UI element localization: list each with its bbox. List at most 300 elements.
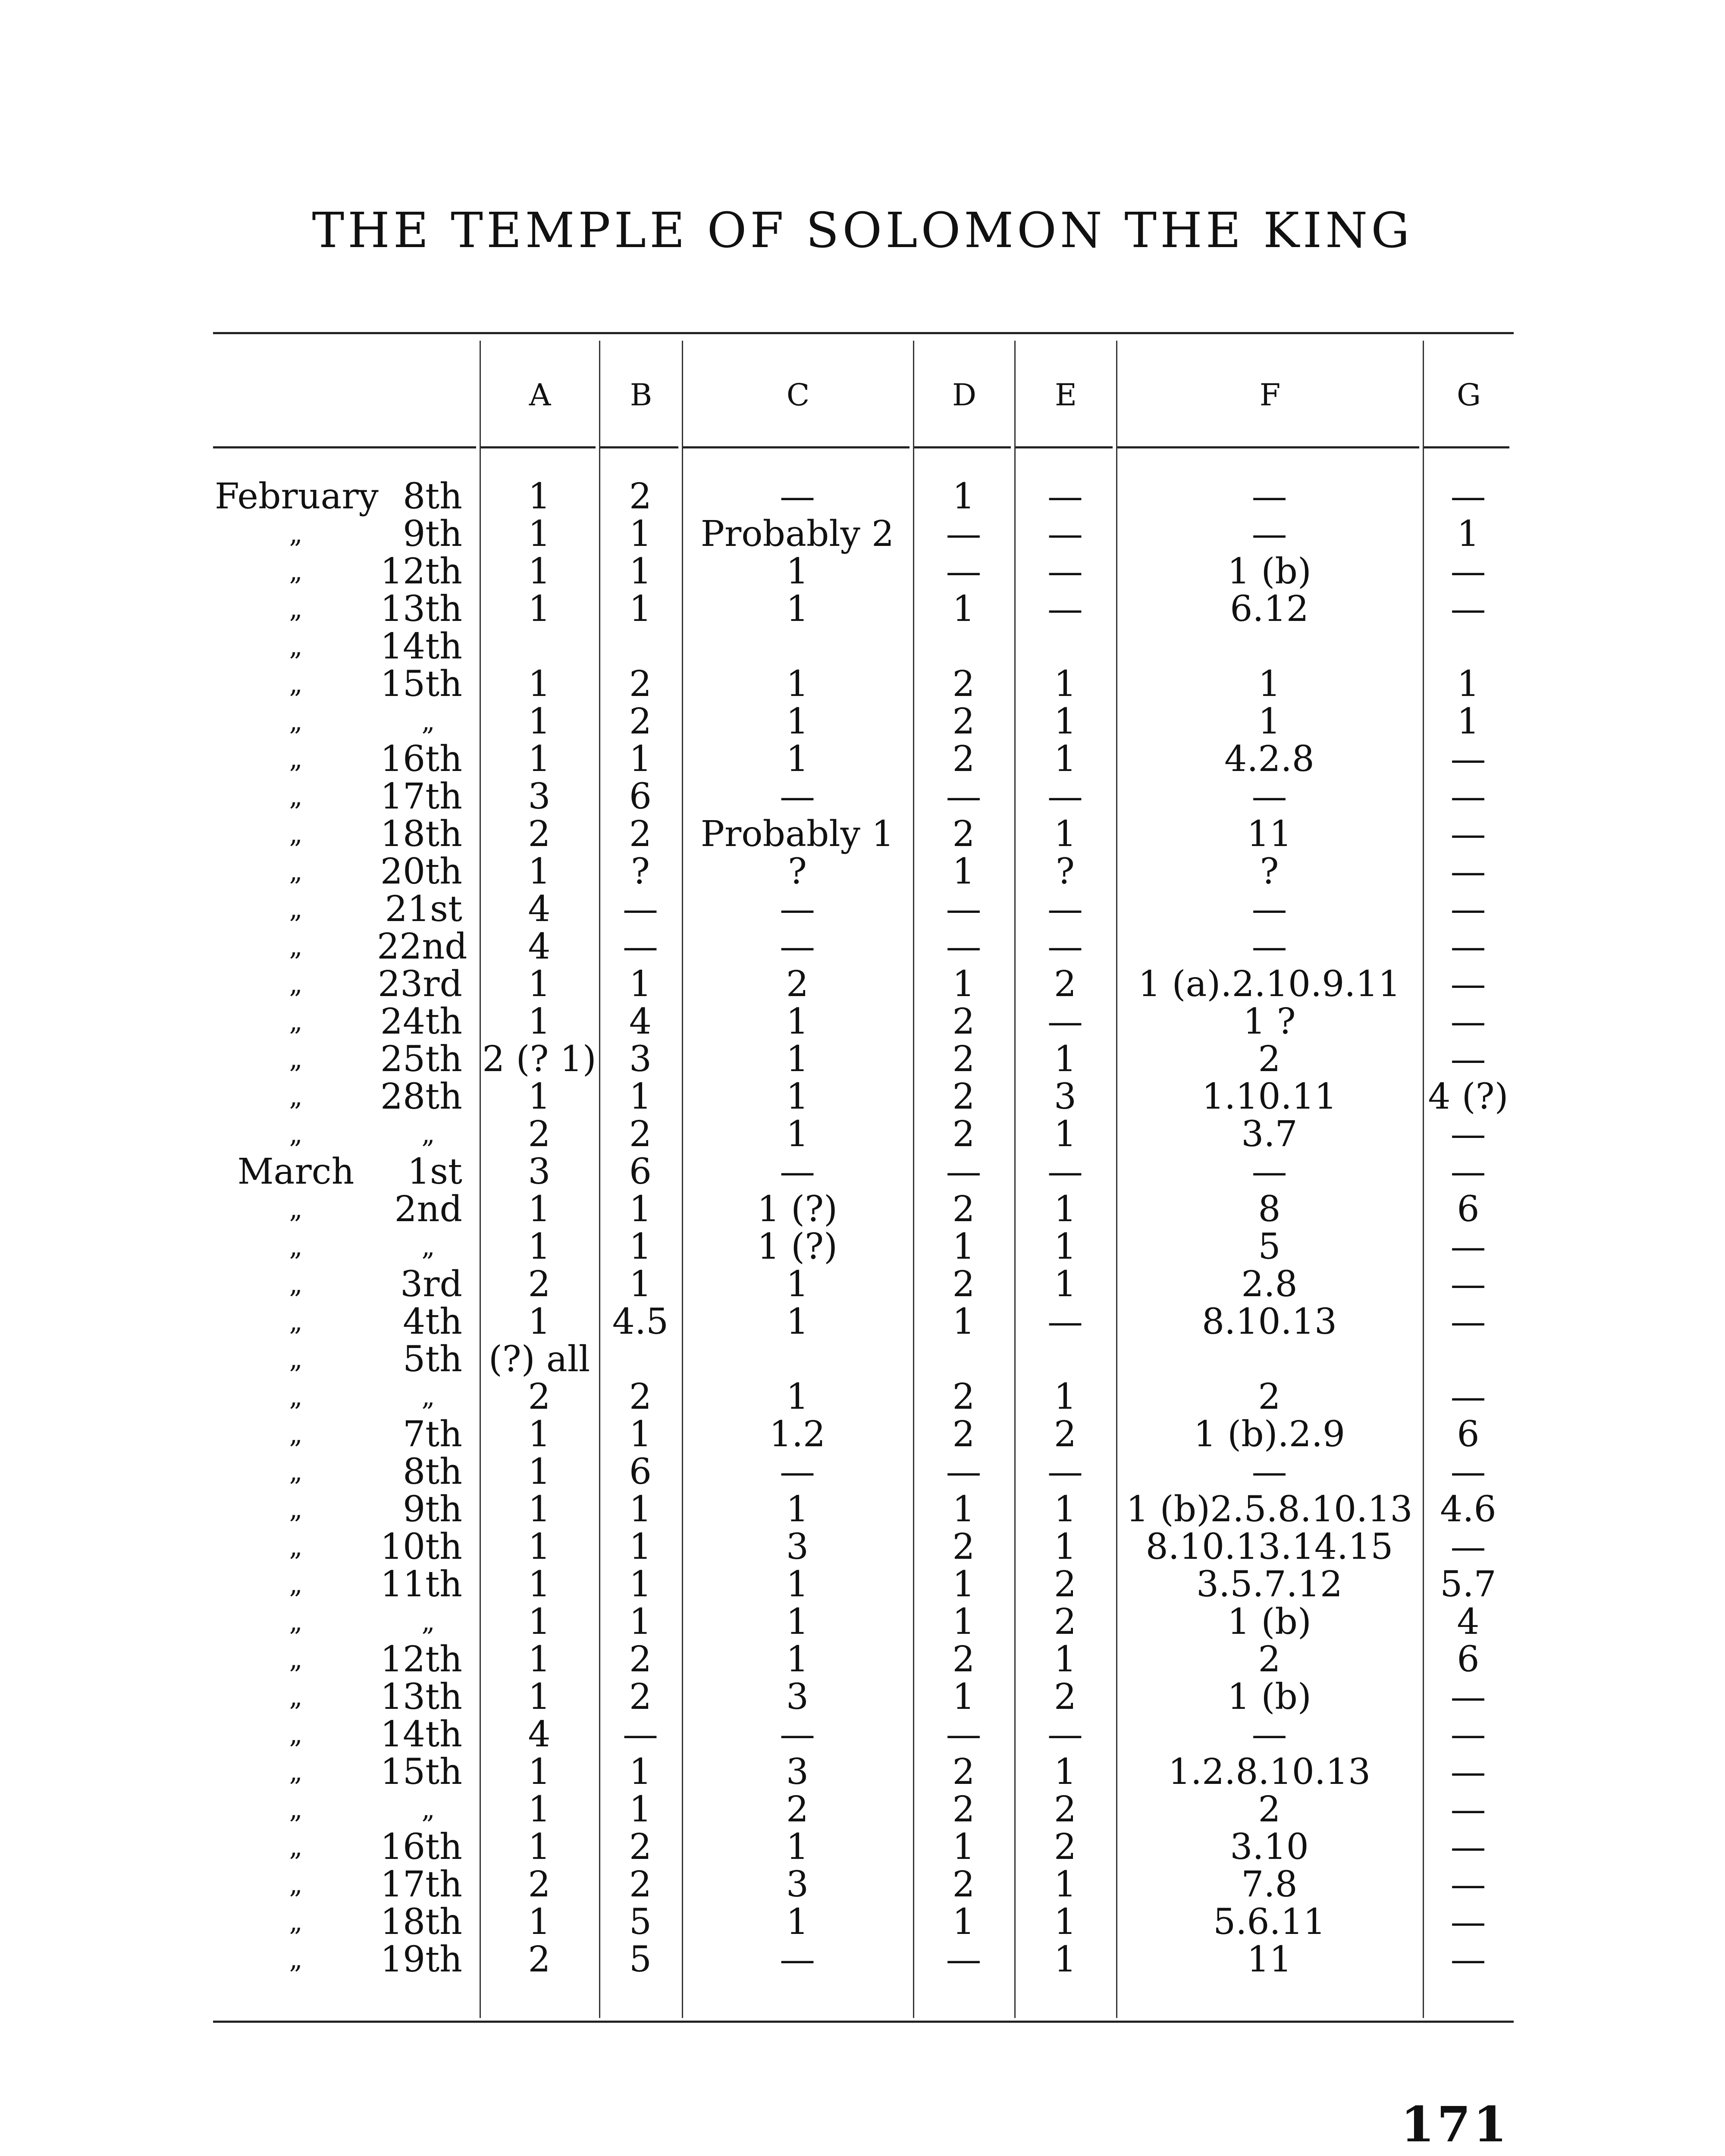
cell-month: „ xyxy=(289,1119,303,1149)
cell-g: — xyxy=(1450,889,1486,930)
cell-e: 1 xyxy=(1054,814,1077,855)
cell-g: 6 xyxy=(1457,1414,1480,1455)
cell-e: 2 xyxy=(1054,1789,1077,1830)
cell-g: 6 xyxy=(1457,1189,1480,1230)
cell-b: 1 xyxy=(629,589,652,630)
column-header-d: D xyxy=(952,377,977,413)
cell-b: 2 xyxy=(629,701,652,742)
cell-c xyxy=(682,628,913,665)
cell-d: 2 xyxy=(952,1752,975,1792)
cell-a: 1 xyxy=(528,1902,551,1943)
table-row xyxy=(213,1341,1514,1378)
cell-a: 1 xyxy=(528,739,551,780)
cell-d: 1 xyxy=(952,1902,975,1943)
cell-a: 1 xyxy=(528,664,551,705)
cell-d: 1 xyxy=(952,1301,975,1342)
header-rule xyxy=(1016,446,1113,448)
cell-g: — xyxy=(1450,1526,1486,1567)
cell-d xyxy=(913,628,1014,665)
cell-day: 4th xyxy=(403,1301,462,1342)
cell-d: 2 xyxy=(952,1376,975,1417)
table-row xyxy=(213,553,1514,590)
table-row xyxy=(213,515,1514,553)
cell-day: 9th xyxy=(403,1489,462,1530)
cell-g: 4 (?) xyxy=(1428,1076,1509,1117)
table-row xyxy=(213,740,1514,778)
cell-b: 1 xyxy=(629,1752,652,1792)
cell-f: 5 xyxy=(1258,1226,1281,1267)
cell-day: 21st xyxy=(385,889,462,930)
table-row xyxy=(213,1941,1514,1978)
cell-month: „ xyxy=(289,1269,303,1299)
cell-b: 4.5 xyxy=(612,1301,669,1342)
cell-d: 1 xyxy=(952,476,975,517)
cell-c: 1 xyxy=(786,589,809,630)
cell-g: — xyxy=(1450,1752,1486,1792)
cell-d: 2 xyxy=(952,739,975,780)
cell-d: — xyxy=(946,889,982,930)
cell-b: — xyxy=(623,926,658,967)
cell-g: — xyxy=(1450,1001,1486,1042)
table-row xyxy=(213,1641,1514,1678)
cell-a: 4 xyxy=(528,926,551,967)
table-row xyxy=(213,628,1514,665)
cell-day: 3rd xyxy=(400,1264,462,1305)
cell-a: 1 xyxy=(528,476,551,517)
cell-day: 24th xyxy=(380,1001,462,1042)
cell-e: — xyxy=(1048,926,1083,967)
cell-b: 2 xyxy=(629,814,652,855)
cell-d: 2 xyxy=(952,814,975,855)
cell-month: „ xyxy=(289,1682,303,1712)
cell-b: 6 xyxy=(629,1451,652,1492)
cell-c: Probably 1 xyxy=(700,814,894,855)
cell-e: 2 xyxy=(1054,1414,1077,1455)
header-rule xyxy=(1424,446,1509,448)
cell-d: 2 xyxy=(952,1039,975,1080)
cell-d: 2 xyxy=(952,1114,975,1155)
cell-e: — xyxy=(1048,551,1083,592)
cell-a: 1 xyxy=(528,1789,551,1830)
cell-g: — xyxy=(1450,926,1486,967)
cell-a: 4 xyxy=(528,889,551,930)
cell-month: „ xyxy=(289,931,303,962)
table-row xyxy=(213,1078,1514,1116)
cell-month: „ xyxy=(289,819,303,849)
cell-c: 1 xyxy=(786,1376,809,1417)
cell-e: — xyxy=(1048,1451,1083,1492)
cell-e: 1 xyxy=(1054,1864,1077,1905)
table-row xyxy=(213,1528,1514,1566)
cell-a: 2 xyxy=(528,1939,551,1980)
column-header-b: B xyxy=(630,377,652,413)
cell-a: 4 xyxy=(528,1714,551,1755)
cell-d: 2 xyxy=(952,1189,975,1230)
cell-e xyxy=(1014,1341,1116,1378)
cell-a: 1 xyxy=(528,1639,551,1680)
cell-d: — xyxy=(946,1714,982,1755)
cell-b: 1 xyxy=(629,514,652,555)
cell-day: 18th xyxy=(380,1902,462,1943)
cell-f: 2.8 xyxy=(1241,1264,1298,1305)
column-header-a: A xyxy=(529,377,551,413)
cell-month: „ xyxy=(289,1494,303,1524)
cell-month: „ xyxy=(289,519,303,549)
cell-f: 2 xyxy=(1258,1376,1281,1417)
cell-f: — xyxy=(1251,1714,1287,1755)
cell-b xyxy=(599,628,682,665)
table-row xyxy=(213,1416,1514,1453)
cell-b: 5 xyxy=(629,1902,652,1943)
cell-g: — xyxy=(1450,1226,1486,1267)
cell-c: 1 xyxy=(786,1301,809,1342)
cell-c: — xyxy=(780,926,815,967)
cell-a: 2 xyxy=(528,1864,551,1905)
cell-c: 1 xyxy=(786,1001,809,1042)
cell-d: 1 xyxy=(952,1226,975,1267)
table-row xyxy=(213,1040,1514,1078)
cell-c: 1 xyxy=(786,664,809,705)
cell-day: 7th xyxy=(403,1414,462,1455)
cell-month: „ xyxy=(289,1869,303,1899)
table-row xyxy=(213,1603,1514,1641)
cell-a: 2 xyxy=(528,1264,551,1305)
table-row xyxy=(213,928,1514,965)
cell-c: 1 xyxy=(786,1039,809,1080)
cell-f: 11 xyxy=(1247,1939,1292,1980)
cell-f: — xyxy=(1251,776,1287,817)
cell-c: — xyxy=(780,1939,815,1980)
cell-b: 6 xyxy=(629,1151,652,1192)
cell-g: 6 xyxy=(1457,1639,1480,1680)
cell-e: 1 xyxy=(1054,1939,1077,1980)
cell-g: — xyxy=(1450,1376,1486,1417)
cell-e: 1 xyxy=(1054,1639,1077,1680)
cell-c: 1 (?) xyxy=(757,1189,838,1230)
cell-d: 2 xyxy=(952,1076,975,1117)
cell-g: — xyxy=(1450,739,1486,780)
cell-e: — xyxy=(1048,1301,1083,1342)
cell-g: 1 xyxy=(1457,514,1480,555)
cell-day: 11th xyxy=(380,1564,462,1605)
cell-d: 1 xyxy=(952,1677,975,1717)
cell-b: 1 xyxy=(629,739,652,780)
cell-e: 1 xyxy=(1054,701,1077,742)
cell-day: 19th xyxy=(380,1939,462,1980)
table-row xyxy=(213,1266,1514,1303)
cell-month: „ xyxy=(289,706,303,736)
cell-month: „ xyxy=(289,556,303,586)
cell-b: 1 xyxy=(629,1564,652,1605)
cell-day: „ xyxy=(421,1607,435,1637)
table-row xyxy=(213,890,1514,928)
header-rule xyxy=(683,446,910,448)
cell-d: 2 xyxy=(952,1864,975,1905)
cell-day: „ xyxy=(421,1794,435,1824)
table-row xyxy=(213,1453,1514,1491)
cell-f: 1 (b) xyxy=(1227,551,1311,592)
cell-e xyxy=(1014,628,1116,665)
cell-b: 2 xyxy=(629,476,652,517)
cell-c: 1 xyxy=(786,1264,809,1305)
cell-f: 1 xyxy=(1258,664,1281,705)
cell-e: 1 xyxy=(1054,1752,1077,1792)
cell-month: „ xyxy=(289,856,303,887)
cell-b: 1 xyxy=(629,1489,652,1530)
cell-day: 13th xyxy=(380,589,462,630)
cell-c: — xyxy=(780,776,815,817)
cell-b: — xyxy=(623,889,658,930)
cell-f: 1.2.8.10.13 xyxy=(1168,1752,1371,1792)
cell-c xyxy=(682,1341,913,1378)
cell-c: 1 xyxy=(786,1639,809,1680)
table-row xyxy=(213,778,1514,815)
cell-e: 1 xyxy=(1054,1114,1077,1155)
cell-a: 1 xyxy=(528,1752,551,1792)
cell-c: 3 xyxy=(786,1864,809,1905)
cell-day: 18th xyxy=(380,814,462,855)
cell-c: — xyxy=(780,889,815,930)
cell-g: — xyxy=(1450,1939,1486,1980)
cell-e: 1 xyxy=(1054,1902,1077,1943)
header-rule xyxy=(600,446,678,448)
cell-f: — xyxy=(1251,514,1287,555)
cell-d: 1 xyxy=(952,851,975,892)
cell-a: 1 xyxy=(528,1677,551,1717)
cell-month: „ xyxy=(289,894,303,924)
table-row xyxy=(213,1828,1514,1866)
cell-f: 6.12 xyxy=(1230,589,1309,630)
cell-e: — xyxy=(1048,476,1083,517)
cell-g: — xyxy=(1450,1789,1486,1830)
cell-g: — xyxy=(1450,1451,1486,1492)
cell-f: 1 ? xyxy=(1243,1001,1296,1042)
cell-f: 1 (b) xyxy=(1227,1677,1311,1717)
cell-a: 1 xyxy=(528,1301,551,1342)
cell-e: 2 xyxy=(1054,1677,1077,1717)
cell-day: 1st xyxy=(407,1151,462,1192)
cell-b: 1 xyxy=(629,1076,652,1117)
cell-month: „ xyxy=(289,1457,303,1487)
table-row xyxy=(213,703,1514,740)
table-row xyxy=(213,1378,1514,1416)
cell-d: — xyxy=(946,1451,982,1492)
cell-f: 1 (a).2.10.9.11 xyxy=(1138,964,1401,1005)
cell-f: 3.7 xyxy=(1241,1114,1298,1155)
cell-g: — xyxy=(1450,1151,1486,1192)
cell-b: 1 xyxy=(629,1601,652,1642)
cell-g: — xyxy=(1450,776,1486,817)
cell-day: 13th xyxy=(380,1677,462,1717)
cell-g: — xyxy=(1450,814,1486,855)
table-row xyxy=(213,1716,1514,1753)
cell-f: 1 (b)2.5.8.10.13 xyxy=(1126,1489,1413,1530)
cell-month: „ xyxy=(289,1307,303,1337)
cell-e: 3 xyxy=(1054,1076,1077,1117)
table-row xyxy=(213,853,1514,890)
cell-month: „ xyxy=(289,594,303,624)
cell-e: 1 xyxy=(1054,1376,1077,1417)
cell-f: 8 xyxy=(1258,1189,1281,1230)
cell-month: „ xyxy=(289,744,303,774)
cell-b: 1 xyxy=(629,1526,652,1567)
cell-f: — xyxy=(1251,926,1287,967)
cell-b: — xyxy=(623,1714,658,1755)
cell-c: 3 xyxy=(786,1677,809,1717)
cell-g: — xyxy=(1450,1902,1486,1943)
cell-a: 1 xyxy=(528,1189,551,1230)
column-header-f: F xyxy=(1259,377,1281,413)
cell-a: 1 xyxy=(528,1526,551,1567)
cell-d: 2 xyxy=(952,1526,975,1567)
cell-month: „ xyxy=(289,781,303,812)
cell-d xyxy=(913,1341,1014,1378)
cell-c: 1 xyxy=(786,739,809,780)
cell-d: 1 xyxy=(952,1827,975,1868)
cell-b: 1 xyxy=(629,964,652,1005)
bottom-rule xyxy=(213,2021,1514,2023)
cell-d: 2 xyxy=(952,1001,975,1042)
cell-a: 1 xyxy=(528,1001,551,1042)
cell-month: „ xyxy=(289,1344,303,1374)
cell-b: 6 xyxy=(629,776,652,817)
cell-b: 2 xyxy=(629,1639,652,1680)
cell-b: 2 xyxy=(629,664,652,705)
table-row xyxy=(213,1003,1514,1040)
cell-day: 15th xyxy=(380,1752,462,1792)
cell-day: 9th xyxy=(403,514,462,555)
cell-b: 1 xyxy=(629,1789,652,1830)
cell-e: 1 xyxy=(1054,1489,1077,1530)
cell-month: „ xyxy=(289,1419,303,1449)
cell-g: — xyxy=(1450,476,1486,517)
cell-c: 2 xyxy=(786,964,809,1005)
cell-g: — xyxy=(1450,1301,1486,1342)
cell-f xyxy=(1116,628,1423,665)
cell-day: 23rd xyxy=(377,964,462,1005)
cell-c: 1 xyxy=(786,551,809,592)
table-row xyxy=(213,965,1514,1003)
cell-d: — xyxy=(946,1939,982,1980)
table-row xyxy=(213,1116,1514,1153)
cell-c: 1.2 xyxy=(769,1414,826,1455)
cell-e: 2 xyxy=(1054,964,1077,1005)
cell-b: 3 xyxy=(629,1039,652,1080)
cell-day: 8th xyxy=(403,1451,462,1492)
cell-c: 1 xyxy=(786,1902,809,1943)
cell-f: 1 (b).2.9 xyxy=(1193,1414,1346,1455)
cell-d: 1 xyxy=(952,589,975,630)
cell-c: Probably 2 xyxy=(700,514,894,555)
cell-e: 1 xyxy=(1054,1226,1077,1267)
cell-g: — xyxy=(1450,1264,1486,1305)
cell-month: „ xyxy=(289,1832,303,1862)
cell-c: 1 xyxy=(786,1601,809,1642)
cell-g: — xyxy=(1450,1114,1486,1155)
cell-a: 3 xyxy=(528,776,551,817)
cell-f: — xyxy=(1251,476,1287,517)
cell-a: 1 xyxy=(528,1226,551,1267)
cell-b xyxy=(599,1341,682,1378)
cell-g: — xyxy=(1450,964,1486,1005)
cell-a: 1 xyxy=(528,1489,551,1530)
cell-g: 5.7 xyxy=(1440,1564,1496,1605)
cell-g: — xyxy=(1450,589,1486,630)
cell-month: „ xyxy=(289,1944,303,1974)
cell-e: — xyxy=(1048,1001,1083,1042)
data-table xyxy=(213,478,1514,1978)
cell-d: — xyxy=(946,926,982,967)
top-rule xyxy=(213,332,1514,334)
cell-month: „ xyxy=(289,669,303,699)
column-header-c: C xyxy=(786,377,810,413)
cell-day: 12th xyxy=(380,551,462,592)
cell-e: 1 xyxy=(1054,1526,1077,1567)
cell-b: 1 xyxy=(629,1226,652,1267)
cell-f: 1 (b) xyxy=(1227,1601,1311,1642)
cell-a: 1 xyxy=(528,1601,551,1642)
cell-e: — xyxy=(1048,514,1083,555)
cell-month: „ xyxy=(289,1044,303,1074)
cell-g xyxy=(1423,1341,1514,1378)
cell-b: 1 xyxy=(629,1264,652,1305)
cell-f xyxy=(1116,1341,1423,1378)
cell-d: 2 xyxy=(952,664,975,705)
cell-c: — xyxy=(780,476,815,517)
cell-month: „ xyxy=(289,1232,303,1262)
cell-day: „ xyxy=(421,1382,435,1412)
cell-a: 1 xyxy=(528,1414,551,1455)
cell-month: February xyxy=(215,476,379,517)
cell-a: 1 xyxy=(528,701,551,742)
cell-e: 1 xyxy=(1054,1264,1077,1305)
cell-d: — xyxy=(946,551,982,592)
cell-day: „ xyxy=(421,706,435,736)
cell-f: 3.10 xyxy=(1230,1827,1309,1868)
table-row xyxy=(213,1678,1514,1716)
cell-g: — xyxy=(1450,551,1486,592)
table-row xyxy=(213,665,1514,703)
table-row xyxy=(213,1753,1514,1791)
table-body xyxy=(213,478,1514,1978)
table-row xyxy=(213,1191,1514,1228)
cell-a: 1 xyxy=(528,964,551,1005)
cell-c: 1 xyxy=(786,1114,809,1155)
cell-c: 1 xyxy=(786,1564,809,1605)
cell-b: 2 xyxy=(629,1114,652,1155)
cell-day: 22nd xyxy=(377,926,467,967)
cell-a: 1 xyxy=(528,1076,551,1117)
cell-a: 1 xyxy=(528,851,551,892)
cell-a: 2 xyxy=(528,1376,551,1417)
column-header-g: G xyxy=(1457,377,1481,413)
cell-month: „ xyxy=(289,1569,303,1599)
cell-e: — xyxy=(1048,589,1083,630)
cell-d: — xyxy=(946,1151,982,1192)
cell-c: — xyxy=(780,1151,815,1192)
cell-b: 1 xyxy=(629,1414,652,1455)
cell-f: — xyxy=(1251,1451,1287,1492)
page-title: THE TEMPLE OF SOLOMON THE KING xyxy=(312,203,1413,259)
cell-a: 2 xyxy=(528,1114,551,1155)
cell-a: 2 xyxy=(528,814,551,855)
table-row xyxy=(213,1228,1514,1266)
cell-g: — xyxy=(1450,1039,1486,1080)
cell-e: 2 xyxy=(1054,1827,1077,1868)
cell-day: „ xyxy=(421,1119,435,1149)
cell-month: „ xyxy=(289,1607,303,1637)
cell-f: 8.10.13.14.15 xyxy=(1145,1526,1393,1567)
